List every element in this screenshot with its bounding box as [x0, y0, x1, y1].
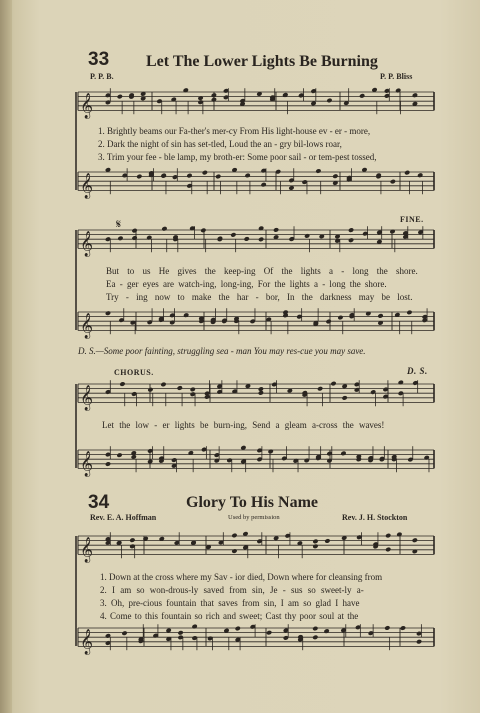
hymn-number: 33 [88, 49, 110, 70]
chorus-lyric: Let the low - er lights be burn-ing, Send a gleam a-cross the waves! [102, 420, 385, 430]
lyric-line: 3. Oh, pre-cious fountain that saves from sin, I am so glad I have [100, 598, 360, 608]
note-head [161, 226, 167, 232]
note-head [190, 387, 196, 393]
note-head [258, 237, 264, 243]
note-head [317, 386, 323, 392]
hymn-title: Let The Lower Lights Be Burning [146, 53, 378, 70]
lyric-line: 1. Brightly beams our Fa-ther's mer-cy From His light-house ev - er - more, [98, 126, 371, 136]
note-head [186, 173, 192, 179]
note-head [211, 92, 217, 98]
note-head [131, 228, 137, 234]
lyric-line: 1. Down at the cross where my Sav - ior died, Down where for cleansing from [100, 572, 383, 582]
note-head [121, 630, 127, 636]
fine-mark: FINE. [400, 215, 424, 224]
lyricist: P. P. B. [90, 72, 114, 81]
note-head [400, 625, 406, 631]
note-head [197, 95, 203, 101]
note-head [385, 533, 391, 539]
note-head [244, 173, 250, 179]
note-head [348, 237, 354, 243]
clef-icon: 𝄞 [80, 231, 94, 257]
note-head [324, 628, 330, 634]
note-head [177, 630, 183, 636]
lyric-line: Ea - ger eyes are watch-ing, long-ing, For the lights a - long the shore. [106, 279, 387, 289]
note-head [273, 227, 279, 233]
note-head [200, 228, 206, 234]
note-head [312, 635, 318, 641]
note-head [326, 98, 332, 104]
note-head [136, 174, 142, 180]
note-head [324, 538, 330, 544]
note-head [119, 381, 125, 387]
hymn-number: 34 [88, 492, 110, 513]
lyric-line: 2. I am so won-drous-ly saved from sin, Je - sus so sweet-ly a- [100, 585, 364, 595]
note-head [147, 387, 153, 393]
note-head [417, 172, 423, 178]
note-head [330, 381, 336, 387]
note-head [177, 385, 183, 391]
ds-line: D. S.—Some poor fainting, struggling sea - man You may res-cue you may save. [78, 346, 366, 356]
note-head [160, 382, 166, 388]
note-head [377, 313, 383, 319]
lyricist: Rev. E. A. Hoffman [90, 513, 157, 522]
note-head [192, 624, 198, 630]
note-head [258, 386, 264, 392]
chorus-label: CHORUS. [114, 368, 154, 377]
note-head [268, 449, 274, 455]
clef-icon: 𝄞 [80, 173, 94, 199]
note-head [105, 461, 111, 467]
note-head [340, 451, 346, 457]
note-head [183, 312, 189, 318]
note-head [231, 533, 237, 539]
segno-icon: 𝄋 [116, 217, 122, 231]
clef-icon: 𝄞 [80, 93, 94, 119]
composer: P. P. Bliss [380, 72, 413, 81]
hymn-title: Glory To His Name [186, 494, 319, 511]
note-head [261, 182, 267, 188]
lyric-line: 2. Dark the night of sin has set-tled, Loud the an - gry bil-lows roar, [98, 139, 342, 149]
clef-icon: 𝄞 [80, 313, 94, 339]
note-head [348, 227, 354, 233]
lyric-line: But to us He gives the keep-ing Of the lights a - long the shore. [106, 266, 418, 276]
note-head [312, 544, 318, 550]
note-head [312, 626, 318, 632]
note-head [359, 93, 365, 99]
note-head [161, 173, 167, 179]
clef-icon: 𝄞 [80, 385, 94, 411]
note-head [116, 452, 122, 458]
clef-icon: 𝄞 [80, 537, 94, 563]
permission-note: Used by permission [228, 514, 280, 521]
note-head [117, 94, 123, 100]
note-head [315, 168, 321, 174]
note-head [235, 626, 241, 632]
note-head [412, 537, 418, 543]
note-head [117, 236, 123, 242]
note-head [384, 625, 390, 631]
note-head [202, 170, 208, 176]
note-head [266, 630, 272, 636]
note-head [404, 170, 410, 176]
note-head [129, 537, 135, 543]
note-head [131, 235, 137, 241]
note-head [215, 174, 221, 180]
note-head [231, 548, 237, 554]
note-head [416, 639, 422, 645]
note-head [341, 395, 347, 401]
note-head [390, 179, 396, 185]
lyric-line: Try - ing now to make the har - bor, In the darkness may be lost. [106, 292, 413, 302]
note-head [406, 310, 412, 316]
note-head [385, 547, 391, 553]
ds-mark: D. S. [407, 366, 428, 376]
lyric-line: 4. Come to this fountain so rich and sweet; Cast thy poor soul at the [100, 611, 359, 621]
composer: Rev. J. H. Stockton [342, 513, 408, 522]
note-head [211, 97, 217, 103]
note-head [204, 394, 210, 400]
clef-icon: 𝄞 [80, 451, 94, 477]
note-head [230, 232, 236, 238]
note-head [337, 315, 343, 321]
lyric-line: 3. Trim your fee - ble lamp, my broth-er: Some poor sail - or tem-pest tossed, [98, 152, 377, 162]
note-head [412, 92, 418, 98]
note-head [312, 539, 318, 545]
note-head [105, 310, 111, 316]
note-head [304, 233, 310, 239]
clef-icon: 𝄞 [80, 629, 94, 655]
note-head [326, 319, 332, 325]
note-head [332, 173, 338, 179]
note-head [244, 236, 250, 242]
